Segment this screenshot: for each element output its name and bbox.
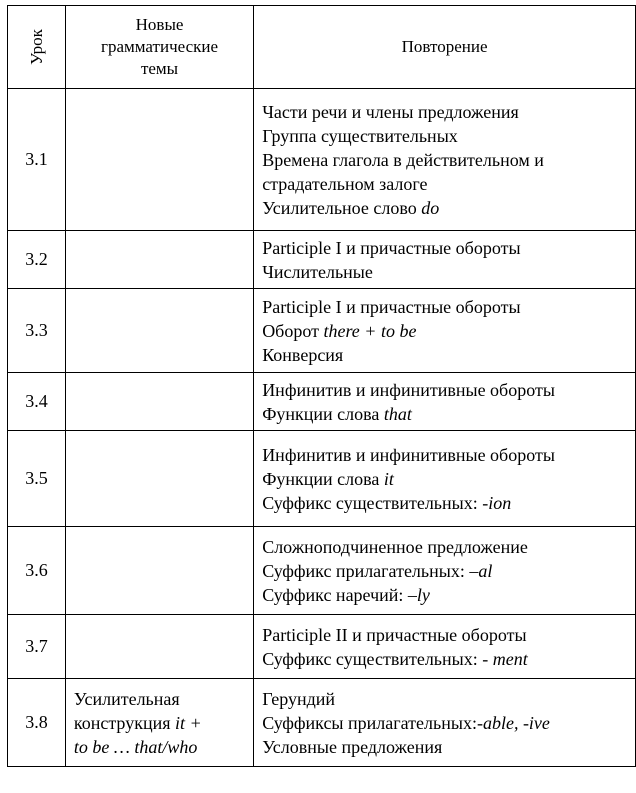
new-topics-cell xyxy=(65,431,253,527)
review-line xyxy=(262,378,635,402)
review-cell xyxy=(254,615,636,679)
review-line-text: Суффикс наречий: xyxy=(262,584,408,605)
header-new-topics xyxy=(65,6,253,89)
lesson-number: 3.3 xyxy=(8,289,66,373)
new-topics-cell xyxy=(65,373,253,431)
review-line-text: Participle II и причастные обороты xyxy=(262,624,527,645)
review-line-text: Инфинитив и инфинитивные обороты xyxy=(262,379,555,400)
review-cell xyxy=(254,431,636,527)
table-row xyxy=(8,679,636,767)
new-topics-cell xyxy=(65,615,253,679)
review-line-text: Суффикс прилагательных: xyxy=(262,560,470,581)
review-line-text: Инфинитив и инфинитивные обороты xyxy=(262,444,555,465)
review-line xyxy=(262,735,635,759)
table-row xyxy=(8,373,636,431)
table-row xyxy=(8,89,636,231)
review-line xyxy=(262,148,635,172)
review-line xyxy=(262,236,635,260)
review-cell xyxy=(254,527,636,615)
review-line-text: Герундий xyxy=(262,688,336,709)
lesson-number: 3.4 xyxy=(8,373,66,431)
header-review-label: Повторение xyxy=(401,37,488,56)
lesson-number: 3.5 xyxy=(8,431,66,527)
review-line-text: Усилительное слово xyxy=(262,197,422,218)
review-line xyxy=(262,196,635,220)
review-line-text: Функции слова xyxy=(262,403,384,424)
review-line-text: there + to be xyxy=(323,320,417,341)
table-row xyxy=(8,527,636,615)
review-line-text: –ly xyxy=(407,584,430,605)
lesson-number: 3.2 xyxy=(8,231,66,289)
new-topic-line-text: конструкция xyxy=(73,712,175,733)
header-lesson xyxy=(8,6,66,89)
review-line-text: Числительные xyxy=(262,261,373,282)
review-line-text: Сложноподчиненное предложение xyxy=(262,536,528,557)
lesson-number: 3.7 xyxy=(8,615,66,679)
new-topic-line-text: Усилительная xyxy=(73,688,180,709)
review-cell xyxy=(254,231,636,289)
review-line-text: - ment xyxy=(482,648,528,669)
review-line-text: Функции слова xyxy=(262,468,384,489)
review-line xyxy=(262,260,635,284)
new-topic-line-text: to be … that/who xyxy=(73,736,198,757)
lesson-number: 3.8 xyxy=(8,679,66,767)
review-line xyxy=(262,124,635,148)
review-line xyxy=(262,559,635,583)
review-cell xyxy=(254,373,636,431)
lesson-number: 3.6 xyxy=(8,527,66,615)
new-topic-line xyxy=(74,687,253,711)
review-line-text: that xyxy=(383,403,412,424)
table-row xyxy=(8,289,636,373)
review-line xyxy=(262,172,635,196)
review-cell xyxy=(254,89,636,231)
review-line-text: -able, -ive xyxy=(476,712,550,733)
review-line-text: Participle I и причастные обороты xyxy=(262,296,521,317)
review-line xyxy=(262,491,635,515)
review-line xyxy=(262,295,635,319)
review-line-text: -ion xyxy=(482,492,512,513)
table-row xyxy=(8,231,636,289)
review-line xyxy=(262,535,635,559)
header-row xyxy=(8,6,636,89)
table-body xyxy=(8,89,636,767)
review-line xyxy=(262,100,635,124)
header-new-topics-line: темы xyxy=(140,59,179,78)
table-row xyxy=(8,431,636,527)
review-line xyxy=(262,711,635,735)
review-line xyxy=(262,687,635,711)
review-line-text: it xyxy=(383,468,394,489)
review-line-text: –al xyxy=(469,560,493,581)
review-line-text: Конверсия xyxy=(262,344,344,365)
review-line-text: Суффикс существительных: xyxy=(262,648,483,669)
review-line-text: Participle I и причастные обороты xyxy=(262,237,521,258)
review-line xyxy=(262,623,635,647)
review-cell xyxy=(254,679,636,767)
table-row xyxy=(8,615,636,679)
review-line xyxy=(262,343,635,367)
review-line xyxy=(262,583,635,607)
new-topics-cell xyxy=(65,679,253,767)
review-line-text: Оборот xyxy=(262,320,324,341)
review-line-text: Суффиксы прилагательных: xyxy=(262,712,477,733)
header-new-topics-line: грамматические xyxy=(101,37,219,56)
review-line xyxy=(262,319,635,343)
review-line-text: Части речи и члены предложения xyxy=(262,101,519,122)
review-line-text: do xyxy=(421,197,440,218)
review-cell xyxy=(254,289,636,373)
header-review xyxy=(254,6,636,89)
lesson-number: 3.1 xyxy=(8,89,66,231)
review-line-text: страдательном залоге xyxy=(262,173,428,194)
new-topics-cell xyxy=(65,231,253,289)
review-line-text: Группа существительных xyxy=(262,125,458,146)
new-topics-cell xyxy=(65,289,253,373)
review-line xyxy=(262,647,635,671)
header-lesson-label: Урок xyxy=(26,29,46,65)
grammar-table xyxy=(7,5,636,767)
new-topics-cell xyxy=(65,527,253,615)
review-line xyxy=(262,443,635,467)
new-topics-cell xyxy=(65,89,253,231)
review-line xyxy=(262,467,635,491)
header-new-topics-line: Новые xyxy=(135,15,184,34)
new-topic-line-text: it + xyxy=(174,712,202,733)
review-line-text: Суффикс существительных: xyxy=(262,492,483,513)
review-line xyxy=(262,402,635,426)
new-topic-line xyxy=(74,735,253,759)
new-topic-line xyxy=(74,711,253,735)
review-line-text: Условные предложения xyxy=(262,736,443,757)
review-line-text: Времена глагола в действительном и xyxy=(262,149,544,170)
